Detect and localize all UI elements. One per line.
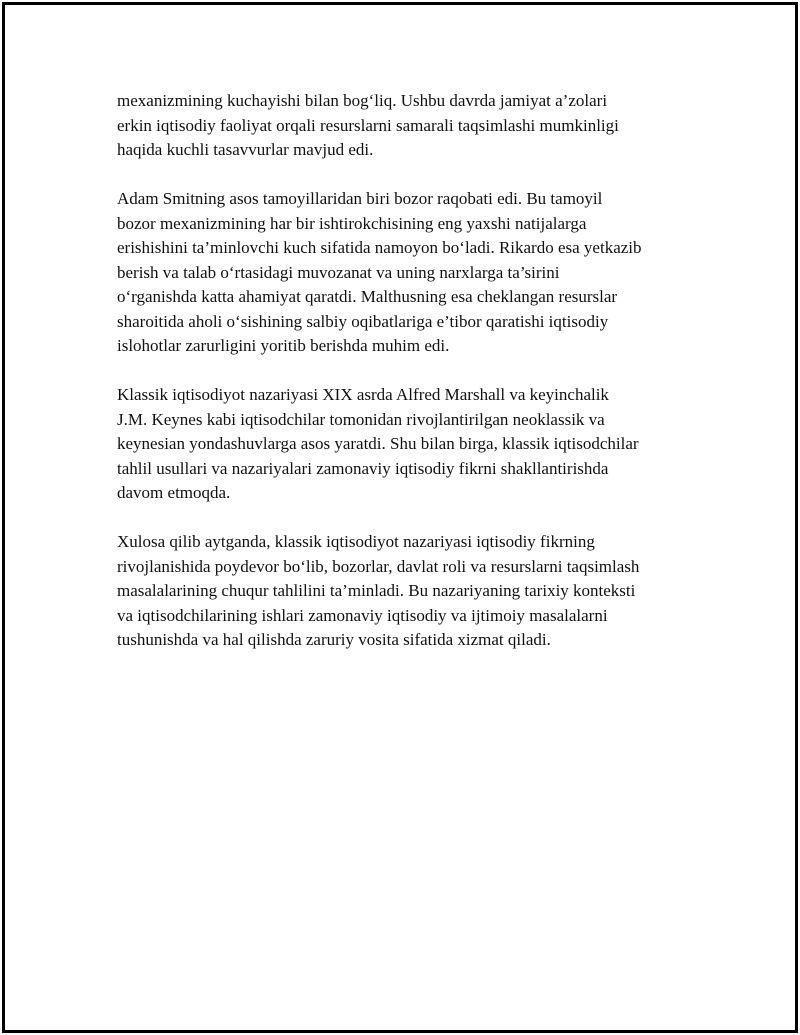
paragraph-1: mexanizmining kuchayishi bilan bog‘liq. Ushbu davrda jamiyat a’zolari erkin iqtisodiy faoliyat orqali resurslarni samarali taqsimlashi mumkinligi haqida kuchli tasavvurlar mavjud edi. [117,91,619,159]
paragraph-3: Klassik iqtisodiyot nazariyasi XIX asrda Alfred Marshall va keyinchalik J.M. Keynes kabi iqtisodchilar tomonidan rivojlantirilgan neoklassik va keynesian yondashuvlarga asos yaratdi. Shu bilan birga, klassik iqtisodchilar tahlil usullari va nazariyalari zamonaviy iqtisodiy fikrni shakllantirishda davom etmoqda. [117,385,639,502]
paragraph-2: Adam Smitning asos tamoyillaridan biri bozor raqobati edi. Bu tamoyil bozor mexanizmining har bir ishtirokchisining eng yaxshi natijalarga erishishini ta’minlovchi kuch sifatida namoyon bo‘ladi. Rikardo esa yetkazib berish va talab o‘rtasidagi muvozanat va uning narxlarga ta’sirini o‘rganishda katta ahamiyat qaratdi. Malthusning esa cheklangan resurslar sharoitida aholi o‘sishining salbiy oqibatlariga e’tibor qaratishi iqtisodiy islohotlar zarurligini yoritib berishda muhim edi. [117,189,642,355]
paragraph-4: Xulosa qilib aytganda, klassik iqtisodiyot nazariyasi iqtisodiy fikrning rivojlanishida poydevor bo‘lib, bozorlar, davlat roli va resurslarni taqsimlash masalalarining chuqur tahlilini ta’minladi. Bu nazariyaning tarixiy konteksti va iqtisodchilarining ishlari zamonaviy iqtisodiy va ijtimoiy masalalarni tushunishda va hal qilishda zaruriy vosita sifatida xizmat qiladi. [117,532,640,649]
document-body [117,89,717,677]
